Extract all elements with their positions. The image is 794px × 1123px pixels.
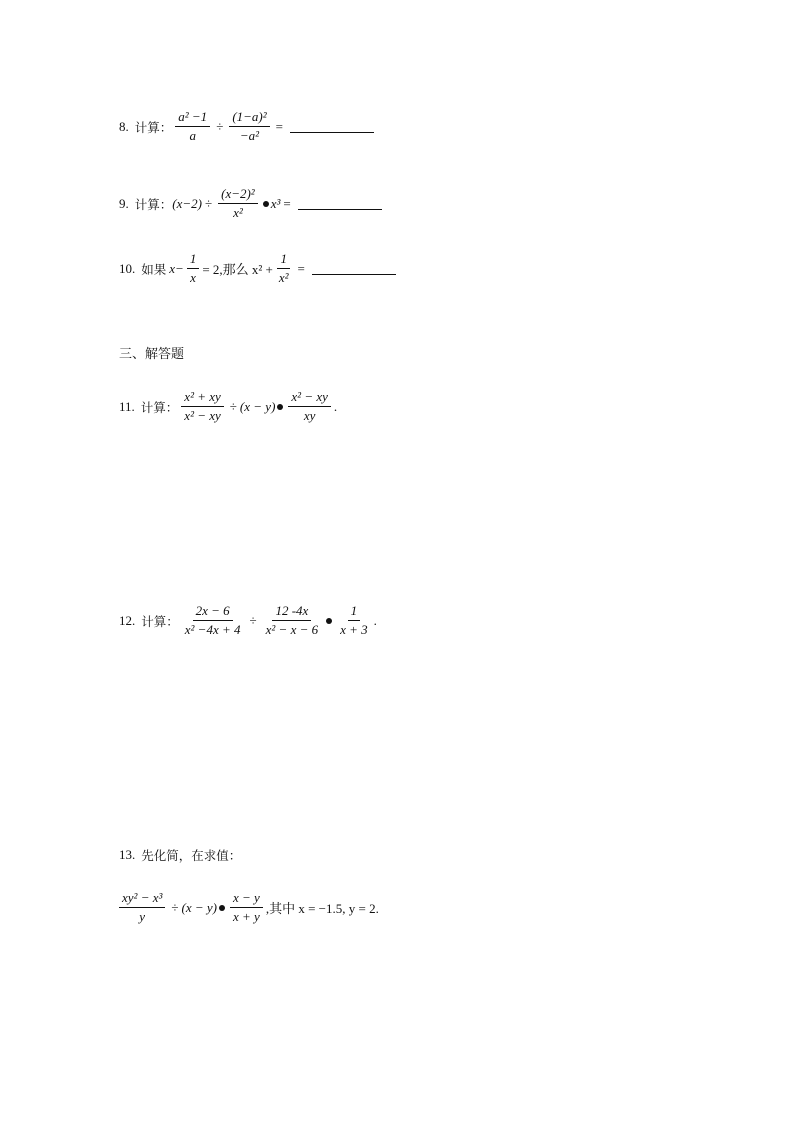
expression-term: x³ bbox=[270, 195, 281, 211]
fraction bbox=[288, 389, 330, 424]
equals-sign: = bbox=[283, 195, 291, 211]
denominator: x² − x − 6 bbox=[265, 622, 319, 637]
numerator: 1 bbox=[277, 251, 290, 269]
multiply-dot-icon bbox=[277, 404, 283, 410]
numerator: x² + xy bbox=[181, 389, 223, 407]
denominator: x² bbox=[278, 270, 289, 285]
answer-blank[interactable] bbox=[290, 131, 374, 133]
fraction bbox=[187, 251, 200, 286]
numerator: a² −1 bbox=[175, 109, 210, 127]
fraction bbox=[263, 603, 321, 638]
expression-term: (x − y) bbox=[181, 899, 218, 915]
question-8 bbox=[119, 109, 374, 144]
denominator: y bbox=[139, 909, 146, 924]
fraction bbox=[175, 109, 210, 144]
fraction bbox=[218, 186, 258, 221]
question-label: 计算： bbox=[134, 196, 173, 212]
divide-operator: ÷ bbox=[171, 899, 179, 915]
denominator: −a² bbox=[239, 128, 260, 143]
equals-sign: = bbox=[297, 260, 305, 276]
denominator: x² − xy bbox=[184, 408, 221, 423]
fraction bbox=[337, 603, 371, 638]
denominator: x bbox=[190, 270, 196, 285]
section-heading: 三、解答题 bbox=[119, 347, 185, 362]
denominator: x + y bbox=[233, 909, 260, 924]
numerator: 12 -4x bbox=[272, 603, 311, 621]
question-number: 13. bbox=[119, 847, 136, 862]
denominator: xy bbox=[303, 408, 316, 423]
question-13-expression bbox=[119, 890, 379, 925]
divide-operator: ÷ bbox=[204, 195, 213, 211]
question-11 bbox=[119, 389, 337, 424]
divide-operator: ÷ bbox=[249, 612, 257, 628]
expression-middle: = 2,那么 x² + bbox=[202, 262, 273, 277]
question-label: 如果 bbox=[141, 261, 167, 277]
question-number: 11. bbox=[119, 398, 135, 414]
answer-blank[interactable] bbox=[298, 208, 382, 210]
numerator: 1 bbox=[348, 603, 361, 621]
period: . bbox=[373, 612, 377, 628]
fraction bbox=[182, 603, 244, 638]
numerator: (1−a)² bbox=[229, 109, 269, 127]
question-label: 先化简，在求值： bbox=[141, 848, 242, 863]
numerator: 2x − 6 bbox=[193, 603, 233, 621]
question-9 bbox=[119, 186, 382, 221]
question-label: 计算： bbox=[141, 613, 179, 629]
multiply-dot-icon bbox=[263, 201, 269, 207]
denominator: x² −4x + 4 bbox=[184, 622, 241, 637]
numerator: 1 bbox=[187, 251, 200, 269]
numerator: xy² − x³ bbox=[119, 890, 165, 908]
fraction bbox=[181, 389, 223, 424]
question-number: 12. bbox=[119, 612, 136, 628]
question-label: 计算： bbox=[140, 399, 179, 415]
question-number: 10. bbox=[119, 260, 136, 276]
divide-operator: ÷ bbox=[216, 118, 224, 134]
denominator: a bbox=[189, 128, 196, 143]
period: . bbox=[333, 398, 338, 414]
fraction bbox=[119, 890, 165, 925]
numerator: x − y bbox=[230, 890, 263, 908]
answer-blank[interactable] bbox=[312, 273, 396, 275]
equals-sign: = bbox=[275, 118, 283, 134]
multiply-dot-icon bbox=[219, 905, 225, 911]
question-label: 计算： bbox=[134, 119, 173, 135]
expression-term: (x − y) bbox=[239, 398, 276, 414]
expression-term: x− bbox=[169, 260, 184, 276]
multiply-dot-icon bbox=[326, 618, 332, 624]
denominator: x + 3 bbox=[340, 622, 368, 637]
fraction bbox=[229, 109, 269, 144]
question-number: 8. bbox=[119, 118, 129, 134]
condition-text: ,其中 x = −1.5, y = 2. bbox=[265, 901, 379, 916]
denominator: x² bbox=[233, 205, 243, 220]
fraction bbox=[230, 890, 263, 925]
question-10 bbox=[119, 251, 396, 286]
fraction bbox=[276, 251, 292, 286]
question-number: 9. bbox=[119, 195, 129, 211]
numerator: (x−2)² bbox=[218, 186, 258, 204]
question-12 bbox=[119, 603, 377, 638]
divide-operator: ÷ bbox=[229, 398, 237, 414]
question-13 bbox=[119, 846, 241, 864]
numerator: x² − xy bbox=[288, 389, 330, 407]
expression-term: (x−2) bbox=[172, 195, 202, 211]
